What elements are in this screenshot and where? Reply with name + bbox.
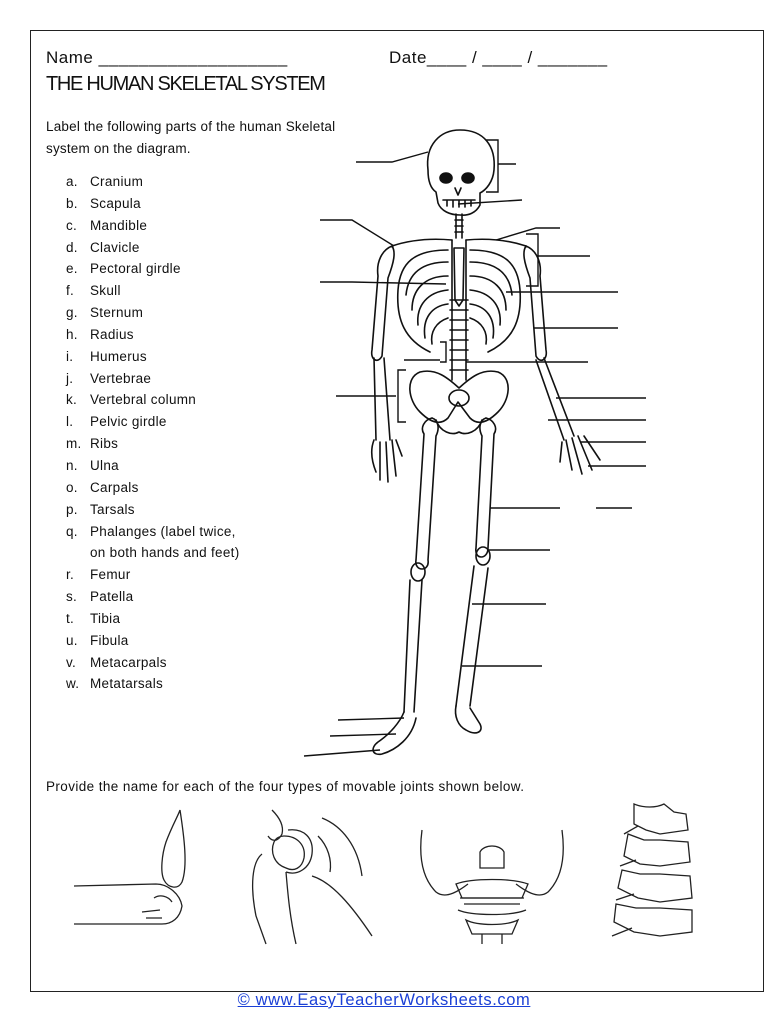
list-item: c. Mandible [66,217,148,233]
joints-question: Provide the name for each of the four types of movable joints shown below. [46,779,525,794]
list-item: a. Cranium [66,174,144,189]
list-item: t. Tibia [66,610,121,626]
list-item: r. Femur [66,567,131,583]
list-item: w. Metatarsals [66,676,164,692]
page-title: THE HUMAN SKELETAL SYSTEM [46,73,325,95]
footer-copyright-link[interactable]: © www.EasyTeacherWorksheets.com [237,991,531,1009]
list-item: f. Skull [66,283,121,299]
spine-gliding-joint-drawing [604,800,700,946]
list-item: d. Clavicle [66,239,140,255]
list-item: e. Pectoral girdle [66,261,181,277]
list-item: s. Patella [66,589,134,605]
list-item: l. Pelvic girdle [66,414,167,430]
neck-pivot-joint-drawing [412,820,572,950]
list-item: g. Sternum [66,305,144,321]
list-item: on both hands and feet) [90,545,240,561]
list-item: i. Humerus [66,348,147,364]
list-item: m. Ribs [66,436,119,452]
elbow-hinge-joint-drawing [68,806,208,946]
name-field-label: Name ___________________ [46,48,288,67]
list-item: n. Ulna [66,457,119,473]
list-item: b. Scapula [66,195,141,211]
hip-ball-socket-joint-drawing [232,806,382,946]
list-item: o. Carpals [66,479,139,495]
list-item: q. Phalanges (label twice, [66,523,236,539]
list-item: u. Fibula [66,632,129,648]
date-field-label: Date____ / ____ / _______ [389,48,608,67]
list-item: j. Vertebrae [66,370,152,386]
list-item: h. Radius [66,326,134,342]
list-item: v. Metacarpals [66,654,167,670]
list-item: k. Vertebral column [66,392,197,408]
list-item: p. Tarsals [66,501,135,517]
instructions: Label the following parts of the human Skeletal system on the diagram. [46,119,336,156]
